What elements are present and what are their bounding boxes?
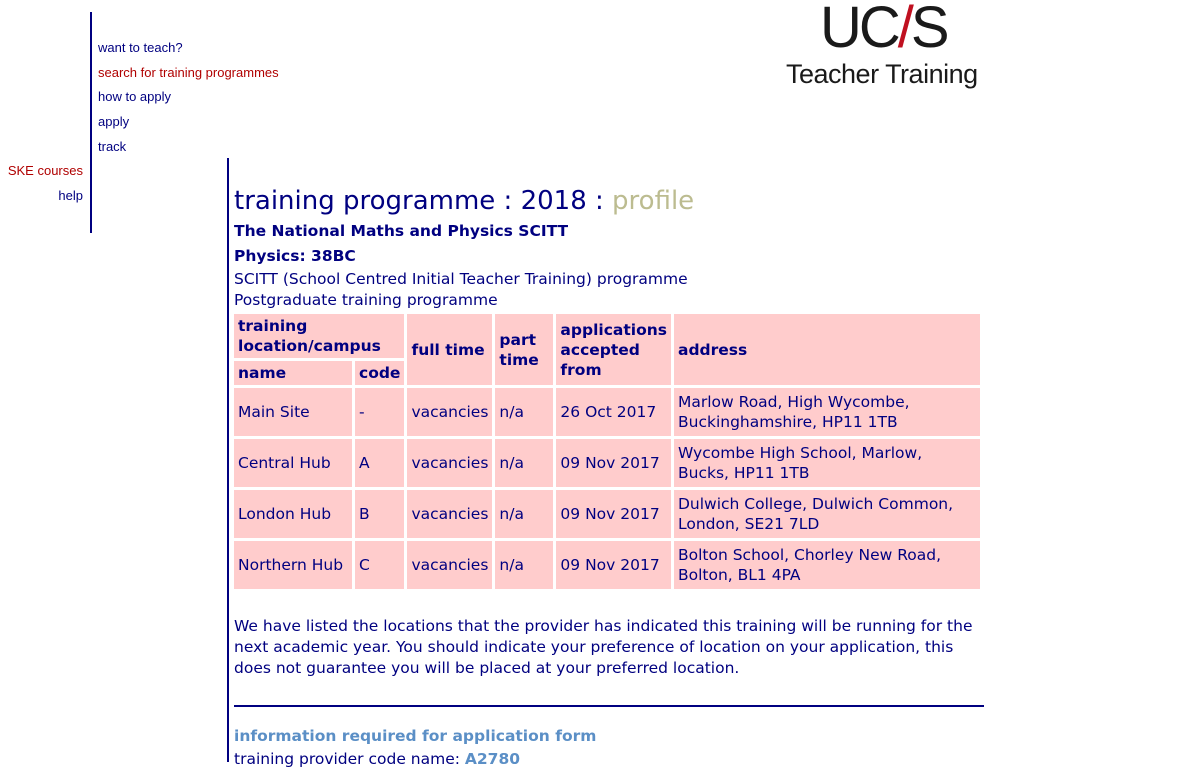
nav-divider bbox=[90, 12, 92, 233]
full-time-status: vacancies bbox=[407, 439, 492, 487]
locations-note: We have listed the locations that the provider has indicated this training will be running for the next academic year. You should indicate your preference of location on your application, this does not guarantee you will be placed at your preferred location. bbox=[234, 617, 973, 677]
title-profile: profile bbox=[612, 186, 695, 216]
header-name: name bbox=[234, 361, 352, 385]
table-row bbox=[234, 388, 980, 436]
header-code: code bbox=[355, 361, 404, 385]
location-address: Marlow Road, High Wycombe, Buckinghamshire, HP11 1TB bbox=[674, 388, 980, 436]
applications-date: 26 Oct 2017 bbox=[556, 388, 671, 436]
table-row bbox=[234, 490, 980, 538]
full-time-status: vacancies bbox=[407, 541, 492, 589]
location-address: Wycombe High School, Marlow, Bucks, HP11 1TB bbox=[674, 439, 980, 487]
part-time-status: n/a bbox=[495, 541, 553, 589]
programme-type: SCITT (School Centred Initial Teacher Training) programme bbox=[234, 270, 688, 288]
part-time-status: n/a bbox=[495, 490, 553, 538]
location-name: Central Hub bbox=[234, 439, 352, 487]
main-content bbox=[234, 183, 994, 771]
header-address: address bbox=[674, 314, 980, 385]
nav-how-to-apply[interactable]: how to apply bbox=[98, 89, 171, 105]
part-time-status: n/a bbox=[495, 388, 553, 436]
main-nav bbox=[98, 40, 279, 163]
location-address: Bolton School, Chorley New Road, Bolton, BL1 4PA bbox=[674, 541, 980, 589]
header-applications: applications accepted from bbox=[556, 314, 671, 385]
nav-search-training[interactable]: search for training programmes bbox=[98, 64, 279, 80]
header-part-time: part time bbox=[495, 314, 553, 385]
location-code: B bbox=[355, 490, 404, 538]
provider-code-line bbox=[234, 747, 994, 771]
content-divider bbox=[227, 158, 229, 762]
code-label: training provider code name: bbox=[234, 750, 465, 768]
nav-ske-courses[interactable]: SKE courses bbox=[7, 163, 83, 178]
location-name: London Hub bbox=[234, 490, 352, 538]
header-full-time: full time bbox=[407, 314, 492, 385]
location-code: A bbox=[355, 439, 404, 487]
location-code: - bbox=[355, 388, 404, 436]
programme-level: Postgraduate training programme bbox=[234, 291, 498, 309]
nav-help[interactable]: help bbox=[58, 188, 83, 203]
info-title: information required for application form bbox=[234, 727, 597, 745]
code-value: A2780 bbox=[464, 750, 521, 768]
full-time-status: vacancies bbox=[407, 388, 492, 436]
applications-date: 09 Nov 2017 bbox=[556, 541, 671, 589]
location-address: Dulwich College, Dulwich Common, London, SE21 7LD bbox=[674, 490, 980, 538]
nav-want-to-teach[interactable]: want to teach? bbox=[98, 40, 183, 55]
provider-name: The National Maths and Physics SCITT bbox=[234, 222, 569, 240]
applications-date: 09 Nov 2017 bbox=[556, 490, 671, 538]
locations-table bbox=[231, 311, 983, 592]
part-time-status: n/a bbox=[495, 439, 553, 487]
nav-track[interactable]: track bbox=[98, 138, 127, 154]
header-location: training location/campus bbox=[234, 314, 404, 358]
subject-code: Physics: 38BC bbox=[234, 247, 356, 265]
title-prefix: training programme : 2018 : bbox=[234, 186, 613, 216]
logo-brand: UC/S bbox=[820, 0, 947, 60]
location-code: C bbox=[355, 541, 404, 589]
table-row bbox=[234, 541, 980, 589]
ucas-logo bbox=[782, 2, 978, 90]
location-name: Northern Hub bbox=[234, 541, 352, 589]
full-time-status: vacancies bbox=[407, 490, 492, 538]
nav-apply[interactable]: apply bbox=[98, 114, 130, 130]
section-divider bbox=[234, 705, 984, 707]
logo-subtitle: Teacher Training bbox=[786, 59, 978, 89]
page-title bbox=[234, 183, 994, 219]
applications-date: 09 Nov 2017 bbox=[556, 439, 671, 487]
location-name: Main Site bbox=[234, 388, 352, 436]
secondary-nav bbox=[8, 163, 83, 213]
table-row bbox=[234, 439, 980, 487]
